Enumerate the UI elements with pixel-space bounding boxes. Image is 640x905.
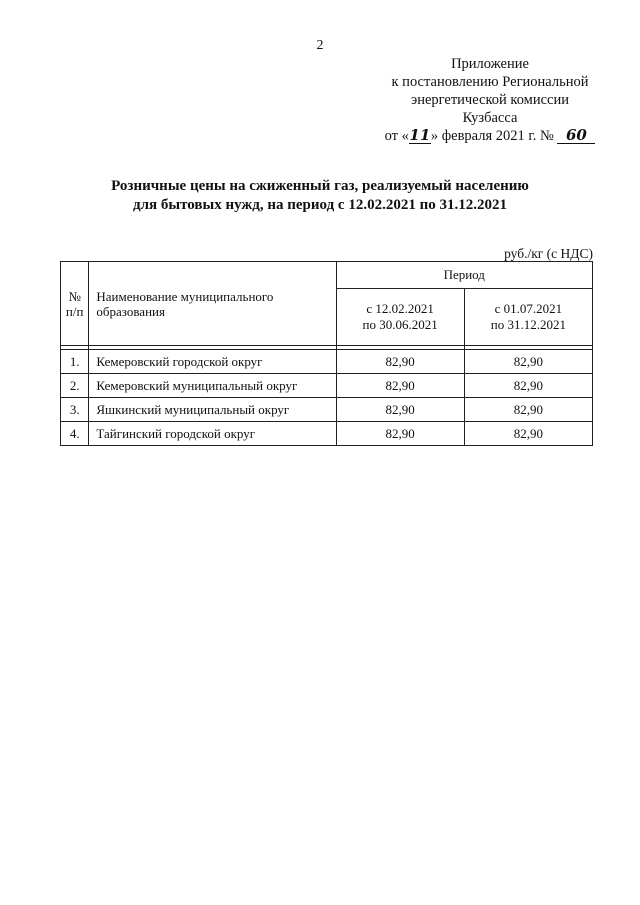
period2-from: с 01.07.2021 — [494, 301, 563, 316]
appendix-block — [360, 55, 620, 145]
col-num-header-line2: п/п — [65, 303, 84, 319]
date-day-handwritten: 11 — [409, 126, 431, 144]
title-line-1: Розничные цены на сжиженный газ, реализуемый населению — [111, 178, 529, 194]
page-number: 2 — [316, 38, 324, 53]
period-header: Период — [336, 262, 593, 289]
period1-from: с 12.02.2021 — [366, 301, 434, 316]
table-row — [61, 374, 593, 398]
period2-to: по 31.12.2021 — [490, 317, 566, 332]
appendix-line-3: энергетической комиссии — [410, 92, 570, 108]
row-price-period2: 82,90 — [464, 374, 592, 398]
period2-header — [464, 289, 592, 346]
table-row — [61, 398, 593, 422]
col-num-header-line1: № — [68, 288, 81, 304]
row-price-period2: 82,90 — [464, 350, 592, 374]
row-number: 2. — [61, 374, 89, 398]
row-price-period2: 82,90 — [464, 398, 592, 422]
document-title — [0, 177, 640, 215]
appendix-line-1: Приложение — [451, 56, 529, 72]
period1-header — [336, 289, 464, 346]
period1-to: по 30.06.2021 — [362, 317, 438, 332]
appendix-date-line — [360, 127, 620, 145]
units-label: руб./кг (с НДС) — [504, 246, 593, 261]
row-municipality: Тайгинский городской округ — [89, 422, 336, 446]
row-municipality: Яшкинский муниципальный округ — [89, 398, 336, 422]
row-municipality: Кемеровский муниципальный округ — [89, 374, 336, 398]
title-line-2: для бытовых нужд, на период с 12.02.2021 по 31.12.2021 — [133, 197, 507, 213]
date-prefix: от « — [384, 128, 409, 144]
prices-table — [60, 261, 593, 446]
row-price-period2: 82,90 — [464, 422, 592, 446]
header-row — [61, 262, 593, 289]
row-number: 3. — [61, 398, 89, 422]
appendix-line-2: к постановлению Региональной — [391, 74, 589, 90]
row-number: 1. — [61, 350, 89, 374]
appendix-line-4: Кузбасса — [462, 110, 518, 126]
row-number: 4. — [61, 422, 89, 446]
date-middle: » февраля 2021 г. № — [430, 128, 554, 144]
col-name-header: Наименование муниципального образования — [89, 262, 336, 346]
col-num-header — [61, 262, 89, 346]
table-row — [61, 422, 593, 446]
row-municipality: Кемеровский городской округ — [89, 350, 336, 374]
row-price-period1: 82,90 — [336, 422, 464, 446]
table-row — [61, 350, 593, 374]
row-price-period1: 82,90 — [336, 374, 464, 398]
row-price-period1: 82,90 — [336, 350, 464, 374]
doc-number-handwritten: 60 — [557, 128, 595, 144]
row-price-period1: 82,90 — [336, 398, 464, 422]
